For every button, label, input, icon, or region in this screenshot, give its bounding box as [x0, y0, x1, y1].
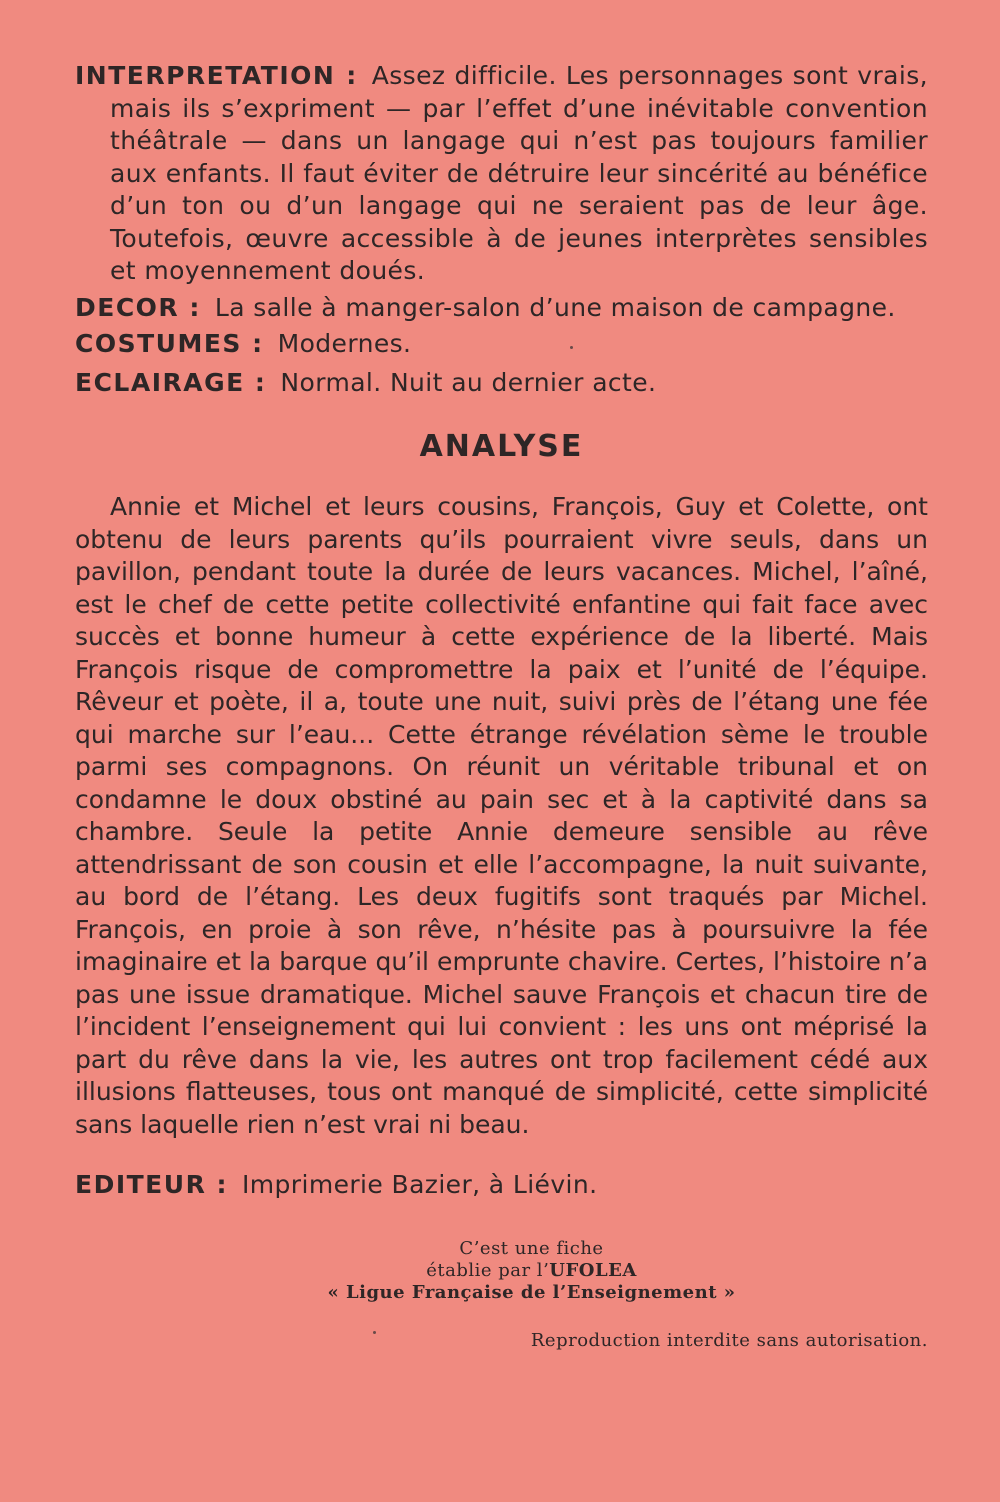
footer-line-3: « Ligue Française de l’Enseignement » — [327, 1281, 736, 1303]
eclairage-label: ECLAIRAGE : — [75, 367, 267, 397]
paper-speck — [373, 1331, 376, 1334]
interpretation-label: INTERPRETATION : — [75, 61, 358, 90]
costumes-text: Modernes. — [277, 329, 412, 358]
eclairage-section — [75, 367, 928, 400]
analyse-title: ANALYSE — [419, 429, 584, 464]
interpretation-text: Assez difficile. Les personnages sont vrais, mais ils s’expriment — par l’effet d’une inévitable convention théâtrale — dans un langage qui n’est pas toujours familier aux enfants. Il faut éviter de détruire leur sincérité au bénéfice d’un ton ou d’un langage qui ne seraient pas de leur âge. Toutefois, œuvre accessible à de jeunes interprètes sensibles et moyennement doués. — [110, 61, 928, 285]
footer-credit — [135, 1238, 928, 1304]
editeur-text: Imprimerie Bazier, à Liévin. — [242, 1170, 598, 1199]
eclairage-text: Normal. Nuit au dernier acte. — [280, 367, 657, 397]
footer-org-name: UFOLEA — [549, 1259, 637, 1281]
decor-section — [75, 292, 928, 325]
paper-speck — [570, 346, 573, 349]
editeur-section — [75, 1169, 928, 1202]
interpretation-section — [75, 60, 928, 288]
costumes-label: COSTUMES : — [75, 329, 264, 358]
costumes-section — [75, 328, 928, 361]
footer-line-2-prefix: établie par l’ — [426, 1259, 550, 1281]
reproduction-notice: Reproduction interdite sans autorisation. — [530, 1329, 928, 1351]
editeur-label: EDITEUR : — [75, 1170, 229, 1199]
decor-text: La salle à manger-salon d’une maison de campagne. — [214, 292, 896, 322]
footer-line-2 — [135, 1260, 928, 1282]
analyse-text: Annie et Michel et leurs cousins, François, Guy et Colette, ont obtenu de leurs parents qu’ils pourraient vivre seuls, dans un pavillon, pendant toute la durée de leurs vacances. Michel, l’aîné, est le chef de cette petite collectivité enfantine qui fait face avec succès et bonne humeur à cette expérience de la liberté. Mais François risque de compromettre la paix et l’unité de l’équipe. Rêveur et poète, il a, toute une nuit, suivi près de l’étang une fée qui marche sur l’eau... Cette étrange révélation sème le trouble parmi ses compagnons. On réunit un véritable tribunal et on condamne le doux obstiné au pain sec et à la captivité dans sa chambre. Seule la petite Annie demeure sensible au rêve attendrissant de son cousin et elle l’accompagne, la nuit suivante, au bord de l’étang. Les deux fugitifs sont traqués par Michel. François, en proie à son rêve, n’hésite pas à poursuivre la fée imaginaire et la barque qu’il emprunte chavire. Certes, l’histoire n’a pas une issue dramatique. Michel sauve François et chacun tire de l’incident l’enseignement qui lui convient : les uns ont méprisé la part du rêve dans la vie, les autres ont trop facilement cédé aux illusions flatteuses, tous ont manqué de simplicité, cette simplicité sans laquelle rien n’est vrai ni beau. — [75, 492, 928, 1139]
decor-label: DECOR : — [75, 292, 201, 322]
footer-line-1: C’est une fiche — [459, 1237, 604, 1259]
